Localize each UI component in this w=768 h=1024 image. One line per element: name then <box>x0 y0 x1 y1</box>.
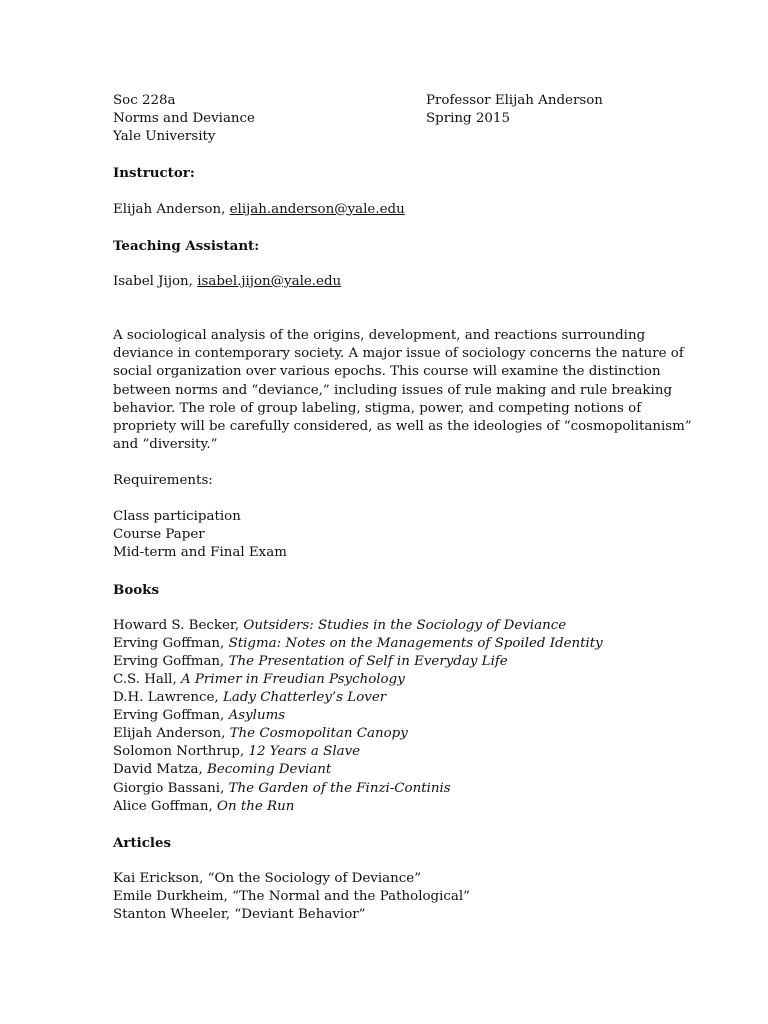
ta-line <box>113 273 673 291</box>
ta-name: Isabel Jijon, <box>113 273 198 289</box>
book-item <box>113 653 673 671</box>
description-line: behavior. The role of group labeling, stigma, power, and competing notions of <box>113 400 642 416</box>
description-line: social organization over various epochs. This course will examine the distinction <box>113 364 661 380</box>
article-item: Stanton Wheeler, “Deviant Behavior” <box>113 907 366 923</box>
book-author: Erving Goffman, <box>113 708 229 724</box>
requirement-item: Class participation <box>113 509 241 525</box>
book-author: Erving Goffman, <box>113 653 229 669</box>
book-author: Solomon Northrup, <box>113 744 249 760</box>
requirement-item: Mid-term and Final Exam <box>113 545 287 561</box>
book-title: Becoming Deviant <box>207 762 332 778</box>
requirement-item: Course Paper <box>113 527 205 543</box>
book-author: David Matza, <box>113 762 208 778</box>
book-author: Howard S. Becker, <box>113 617 244 633</box>
book-title: Outsiders: Studies in the Sociology of Deviance <box>243 617 567 633</box>
books-heading: Books <box>113 581 159 598</box>
description-line: propriety will be carefully considered, as well as the ideologies of “cosmopolitanism” <box>113 418 692 434</box>
book-title: A Primer in Freudian Psychology <box>180 672 405 687</box>
book-item <box>113 689 673 707</box>
book-title: The Garden of the Finzi-Continis <box>228 780 451 796</box>
requirements-heading: Requirements: <box>113 472 213 488</box>
articles-heading: Articles <box>113 834 172 851</box>
header-row-2 <box>113 110 673 128</box>
book-author: D.H. Lawrence, <box>113 690 223 706</box>
description-line: deviance in contemporary society. A major issue of sociology concerns the nature of <box>113 346 684 362</box>
book-title: 12 Years a Slave <box>248 744 361 760</box>
book-title: Asylums <box>228 708 286 724</box>
description-line: and “diversity.” <box>113 436 218 452</box>
book-item <box>113 635 673 653</box>
book-item <box>113 780 673 798</box>
instructor-line <box>113 201 673 219</box>
instructor-email-link[interactable]: elijah.anderson@yale.edu <box>229 201 405 217</box>
professor-name: Professor Elijah Anderson <box>426 93 603 108</box>
book-title: Lady Chatterley’s Lover <box>222 690 387 706</box>
university: Yale University <box>113 129 216 145</box>
course-code: Soc 228a <box>113 93 176 108</box>
ta-heading: Teaching Assistant: <box>113 237 260 254</box>
course-title: Norms and Deviance <box>113 111 255 127</box>
book-author: Alice Goffman, <box>113 798 218 814</box>
instructor-name: Elijah Anderson, <box>113 201 230 217</box>
book-item <box>113 725 673 743</box>
term: Spring 2015 <box>426 111 510 127</box>
article-item: Emile Durkheim, “The Normal and the Pathological” <box>113 889 471 905</box>
book-item <box>113 707 673 725</box>
book-author: C.S. Hall, <box>113 672 181 687</box>
course-description <box>113 327 692 454</box>
book-item <box>113 617 673 635</box>
instructor-heading: Instructor: <box>113 165 195 182</box>
book-item <box>113 798 673 816</box>
book-item <box>113 671 673 689</box>
book-item <box>113 743 673 761</box>
book-author: Elijah Anderson, <box>113 726 230 742</box>
syllabus-page <box>113 92 692 924</box>
book-author: Erving Goffman, <box>113 635 229 651</box>
book-title: Stigma: Notes on the Managements of Spoiled Identity <box>228 635 603 651</box>
book-title: On the Run <box>217 798 295 814</box>
header-row-1 <box>113 92 673 110</box>
article-item: Kai Erickson, “On the Sociology of Deviance” <box>113 871 422 887</box>
book-author: Giorgio Bassani, <box>113 780 229 796</box>
book-item <box>113 761 673 779</box>
description-line: between norms and “deviance,” including issues of rule making and rule breaking <box>113 382 673 398</box>
book-title: The Cosmopolitan Canopy <box>229 726 408 742</box>
ta-email-link[interactable]: isabel.jijon@yale.edu <box>197 273 342 289</box>
description-line: A sociological analysis of the origins, development, and reactions surrounding <box>113 328 646 344</box>
book-title: The Presentation of Self in Everyday Life <box>228 653 508 669</box>
